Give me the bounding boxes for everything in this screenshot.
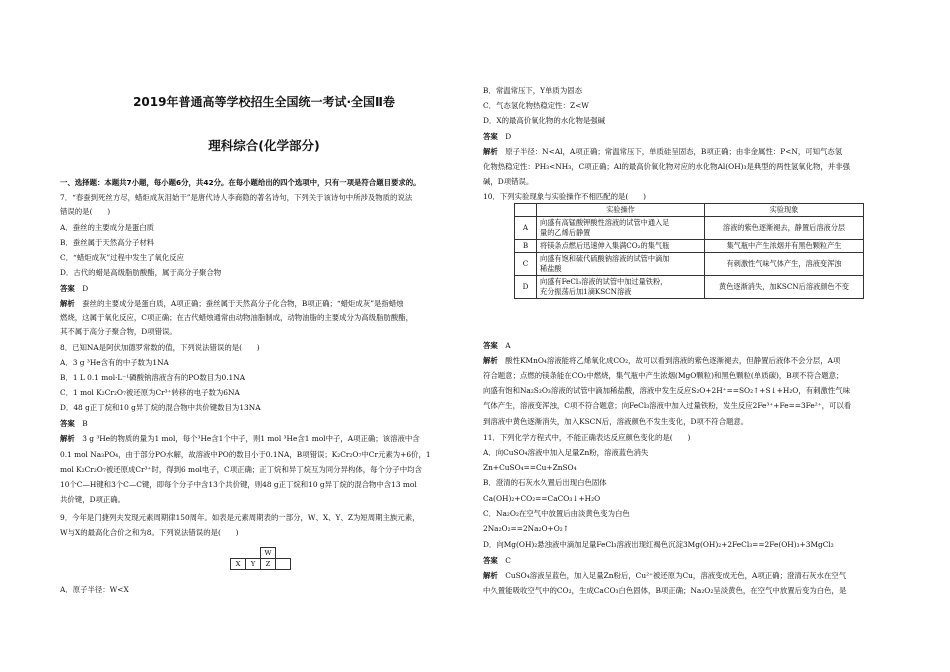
q8-option-a: A．3 g ³He含有的中子数为1NA [60,358,169,367]
q11-option-a: A．向CuSO₄溶液中加入足量Zn粉，溶液蓝色消失 [483,448,649,457]
q8-option-b: B．1 L 0.1 mol·L⁻¹磷酸钠溶液含有的PO数目为0.1NA [60,373,246,382]
q11-analysis-line2: 中久置能吸收空气中的CO₂，生成CaCO₃白色固体，B项正确；Na₂O₂呈淡黄色，在空气中放置后变为白色，是 [483,586,847,595]
q8-analysis-line1: 解析 3 g ³He的物质的量为1 mol，每个³He含1个中子，则1 mol ³He含1 mol中子，A项正确；该溶液中含 [60,434,420,443]
periodic-cell [246,548,261,559]
periodic-cell-z: Z [261,559,276,570]
q9-analysis-line1: 解析 原子半径：N<Al，A项正确；常温常压下，单质硅呈固态，B项正确；由非金属性：P<N，可知气态氢 [483,147,843,156]
row-operation: 向盛有FeCl₃溶液的试管中加过量铁粉， 充分振荡后加1滴KSCN溶液 [537,276,705,299]
q7-analysis-line2: 燃烧，这属于氧化反应，C项正确；在古代蜡烛通常由动物油脂制成，动物油脂的主要成分为高级脂肪酸酯， [60,313,414,322]
q8-answer: 答案 B [60,419,88,428]
q10-answer: 答案 A [483,341,511,350]
q7-stem-line2: 错误的是( ) [60,207,111,216]
q9-option-a: A．原子半径：W<X [60,585,129,594]
periodic-cell-w: W [261,548,276,559]
q8-option-d: D．48 g正丁烷和10 g异丁烷的混合物中共价键数目为13NA [60,403,261,412]
row-option: A [515,217,537,240]
q11-option-b: B．澄清的石灰水久置后出现白色固体 [483,478,607,487]
periodic-cell-y: Y [246,559,261,570]
experiment-table [514,203,864,299]
row-option: C [515,253,537,276]
q7-option-b: B．蚕丝属于天然高分子材料 [60,238,155,247]
q7-analysis-line3: 其不属于高分子聚合物，D项错误。 [60,327,177,336]
q10-analysis-line1: 解析 酸性KMnO₄溶液能将乙烯氧化成CO₂，故可以看到溶液的紫色逐渐褪去，但静置后液体不会分层，A项 [483,356,841,365]
periodic-cell [276,559,291,570]
q10-stem: 10．下列实验现象与实验操作不相匹配的是( ) [483,192,646,201]
q9-option-d: D．X的最高价氧化物的水化物是强碱 [483,116,606,125]
q11-option-d: D．向Mg(OH)₂悬浊液中滴加足量FeCl₃溶液出现红褐色沉淀3Mg(OH)₂+2FeCl₃==2Fe(OH)₃+3MgCl₂ [483,540,834,549]
table-header-blank [515,204,537,217]
row-phenomenon: 溶液的紫色逐渐褪去，静置后溶液分层 [705,217,864,240]
q8-option-c: C．1 mol K₂Cr₂O₇被还原为Cr³⁺转移的电子数为6NA [60,388,240,397]
q9-analysis-line3: 碱，D项错误。 [483,177,534,186]
q8-analysis-line5: 共价键，D项正确。 [60,495,126,504]
q7-option-d: D．古代的蜡是高级脂肪酸酯，属于高分子聚合物 [60,268,222,277]
table-row [515,276,864,299]
q9-option-b: B．常温常压下，Y单质为固态 [483,86,582,95]
q11-answer: 答案 C [483,556,511,565]
q10-analysis-line4: 气体产生，溶液变浑浊，C项不符合题意；向FeCl₃溶液中加入过量铁粉，发生反应2Fe³⁺+Fe==3Fe²⁺，可以看 [483,401,852,410]
section-heading: 一、选择题：本题共7小题，每小题6分，共42分。在每小题给出的四个选项中，只有一项是符合题目要求的。 [60,178,421,187]
row-option: D [515,276,537,299]
q11-analysis-line1: 解析 CuSO₄溶液呈蓝色，加入足量Zn粉后，Cu²⁺被还原为Cu，溶液变成无色，A项正确；澄清石灰水在空气 [483,571,847,580]
q9-answer: 答案 D [483,132,512,141]
table-header-operation: 实验操作 [537,204,705,217]
periodic-cell-x: X [231,559,246,570]
row-operation: 将镁条点燃后迅速伸入集满CO₂的集气瓶 [537,240,705,253]
table-header-phenomenon: 实验现象 [705,204,864,217]
exam-subtitle: 理科综合(化学部分) [208,138,320,153]
q7-option-a: A．蚕丝的主要成分是蛋白质 [60,223,155,232]
experiment-table-header [515,204,864,217]
row-option: B [515,240,537,253]
q8-analysis-line4: 10个C—H键和3个C—C键，即每个分子中含13个共价键，则48 g正丁烷和10 g异丁烷的混合物中含13 mol [60,480,417,489]
q8-analysis-line2: 0.1 mol Na₃PO₄，由于部分PO水解，故溶液中PO的数目小于0.1NA，B项错误；K₂Cr₂O₇中Cr元素为+6价，1 [60,450,431,459]
periodic-row-bottom [231,559,291,570]
q11-option-b-equation: Ca(OH)₂+CO₂==CaCO₃↓+H₂O [483,494,601,503]
q7-analysis-line1: 解析 蚕丝的主要成分是蛋白质，A项正确；蚕丝属于天然高分子化合物，B项正确；“蜡炬成灰”是指蜡烛 [60,299,404,308]
row-operation: 向盛有饱和硫代硫酸钠溶液的试管中滴加 稀盐酸 [537,253,705,276]
q11-option-a-equation: Zn+CuSO₄==Cu+ZnSO₄ [483,463,577,472]
row-phenomenon: 集气瓶中产生浓烟并有黑色颗粒产生 [705,240,864,253]
q9-option-c: C．气态氢化物热稳定性：Z<W [483,101,589,110]
q11-option-c-equation: 2Na₂O₂==2Na₂O+O₂↑ [483,524,569,533]
row-phenomenon: 黄色逐渐消失，加KSCN后溶液颜色不变 [705,276,864,299]
q7-answer: 答案 D [60,284,89,293]
exam-title: 2019年普通高等学校招生全国统一考试·全国Ⅱ卷 [133,95,395,109]
q9-stem-line2: W与X的最高化合价之和为8。下列说法错误的是( ) [60,528,239,537]
row-phenomenon: 有刺激性气味气体产生，溶液变浑浊 [705,253,864,276]
q9-analysis-line2: 化物热稳定性：PH₃<NH₃，C项正确；Al的最高价氧化物对应的水化物Al(OH)₃是典型的两性氢氧化物，并非强 [483,162,850,171]
periodic-cell [231,548,246,559]
row-operation: 向盛有高锰酸钾酸性溶液的试管中通入足 量的乙烯后静置 [537,217,705,240]
periodic-table-fragment [230,547,291,570]
q9-stem-line1: 9．今年是门捷列夫发现元素周期律150周年。如表是元素周期表的一部分，W、X、Y、Z为短周期主族元素， [60,513,420,522]
periodic-row-top [231,548,291,559]
q10-analysis-line5: 到溶液中黄色逐渐消失，加入KSCN后，溶液颜色不发生变化，D项不符合题意。 [483,417,749,426]
q8-stem: 8．已知NA是阿伏加德罗常数的值，下列说法错误的是( ) [60,343,260,352]
q7-option-c: C．“蜡炬成灰”过程中发生了氧化反应 [60,253,185,262]
q11-option-c: C．Na₂O₂在空气中放置后由淡黄色变为白色 [483,509,630,518]
q10-analysis-line2: 符合题意；点燃的镁条能在CO₂中燃烧，集气瓶中产生浓烟(MgO颗粒)和黑色颗粒(单质碳)，B项不符合题意； [483,371,844,380]
q11-stem: 11．下列化学方程式中，不能正确表达反应颜色变化的是( ) [483,433,691,442]
table-row [515,240,864,253]
table-row [515,217,864,240]
periodic-cell [276,548,291,559]
q10-analysis-line3: 向盛有饱和Na₂S₂O₃溶液的试管中滴加稀盐酸，溶液中发生反应S₂O+2H⁺==SO₂↑+S↓+H₂O，有刺激性气味 [483,386,851,395]
table-row [515,253,864,276]
q8-analysis-line3: mol K₂Cr₂O₇被还原成Cr³⁺时，得到6 mol电子，C项正确；正丁烷和异丁烷互为同分异构体，每个分子中均含 [60,465,422,474]
q7-stem-line1: 7．“春蚕到死丝方尽，蜡炬成灰泪始干”是唐代诗人李商隐的著名诗句，下列关于该诗句中所涉及物质的说法 [60,193,413,202]
